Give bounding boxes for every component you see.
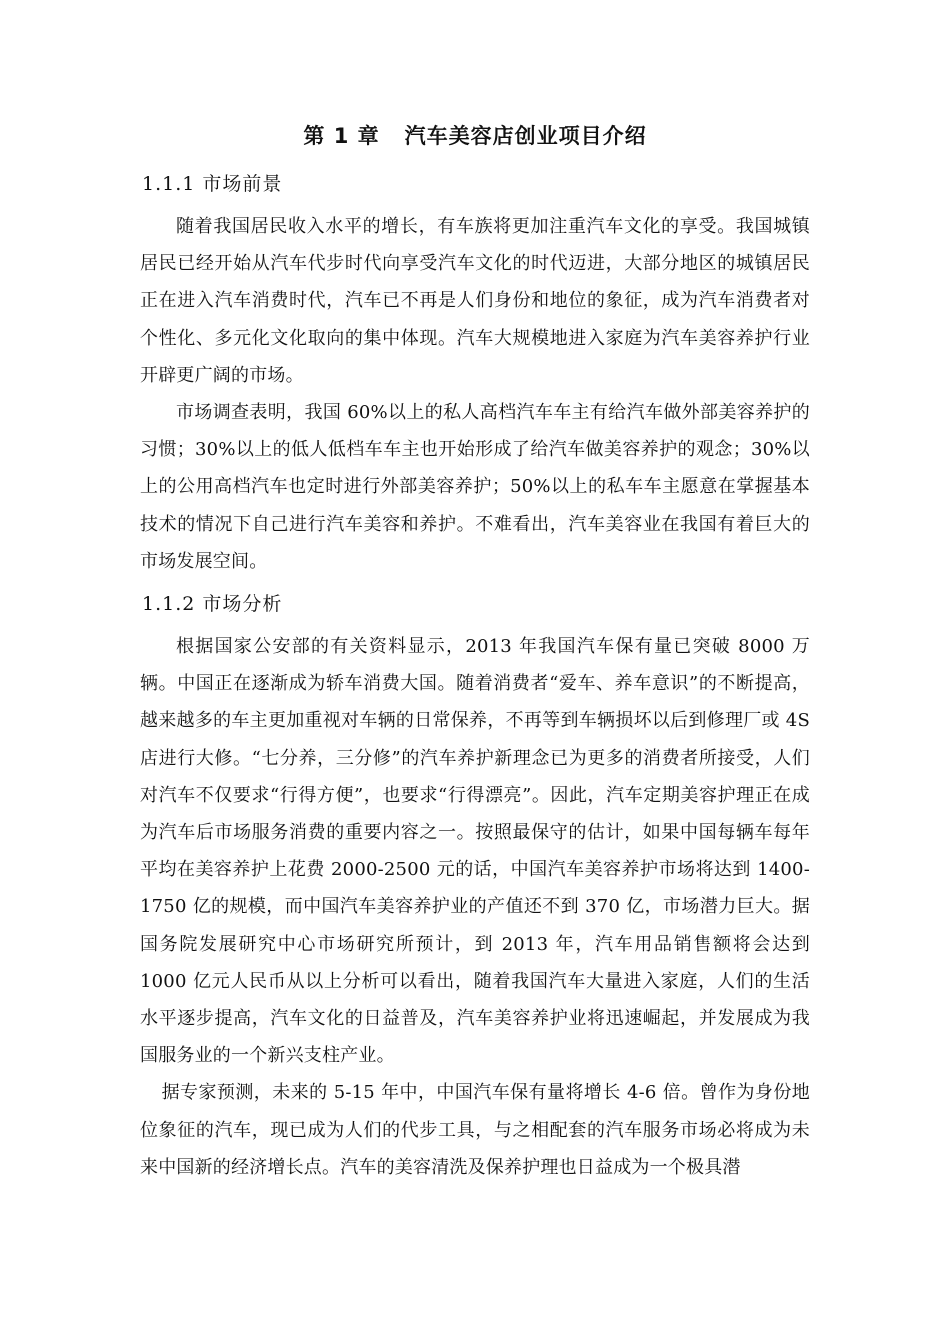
section-title-market-prospect: 1.1.1 市场前景 <box>142 173 283 195</box>
section-title-market-analysis: 1.1.2 市场分析 <box>142 593 283 616</box>
paragraph: 随着我国居民收入水平的增长，有车族将更加注重汽车文化的享受。我国城镇居民已经开始从汽车代步时代向享受汽车文化的时代迈进，大部分地区的城镇居民正在进入汽车消费时代，汽车已不再是人们身份和地位的象征，成为汽车消费者对个性化、多元化文化取向的集中体现。汽车大规模地进入家庭为汽车美容养护行业开辟更广阔的市场。 <box>140 216 810 386</box>
paragraph: 市场调查表明，我国 60%以上的私人高档汽车车主有给汽车做外部美容养护的习惯；30%以上的低人低档车车主也开始形成了给汽车做美容养护的观念；30%以上的公用高档汽车也定时进行外部美容养护；50%以上的私车车主愿意在掌握基本技术的情况下自己进行汽车美容和养护。不难看出，汽车美容业在我国有着巨大的市场发展空间。 <box>140 402 810 572</box>
chapter-title: 第 1 章 汽车美容店创业项目介绍 <box>303 124 647 148</box>
paragraph: 据专家预测，未来的 5-15 年中，中国汽车保有量将增长 4-6 倍。曾作为身份地位象征的汽车，现已成为人们的代步工具，与之相配套的汽车服务市场必将成为未来中国新的经济增长点。汽车的美容清洗及保养护理也日益成为一个极具潜 <box>140 1082 810 1178</box>
paragraph: 根据国家公安部的有关资料显示，2013 年我国汽车保有量已突破 8000 万辆。中国正在逐渐成为轿车消费大国。随着消费者“爱车、养车意识”的不断提高，越来越多的车主更加重视对车辆的日常保养，不再等到车辆损坏以后到修理厂或 4S 店进行大修。“七分养，三分修”的汽车养护新理念已为更多的消费者所接受，人们对汽车不仅要求“行得方便”，也要求“行得漂亮”。因此，汽车定期美容护理正在成为汽车后市场服务消费的重要内容之一。按照最保守的估计，如果中国每辆车每年平均在美容养护上花费 2000-2500 元的话，中国汽车美容养护市场将达到 1400-1750 亿的规模，而中国汽车美容养护业的产值还不到 370 亿，市场潜力巨大。据国务院发展研究中心市场研究所预计，到 2013 年，汽车用品销售额将会达到 1000 亿元人民币从以上分析可以看出，随着我国汽车大量进入家庭，人们的生活水平逐步提高，汽车文化的日益普及，汽车美容养护业将迅速崛起，并发展成为我国服务业的一个新兴支柱产业。 <box>140 636 810 1067</box>
